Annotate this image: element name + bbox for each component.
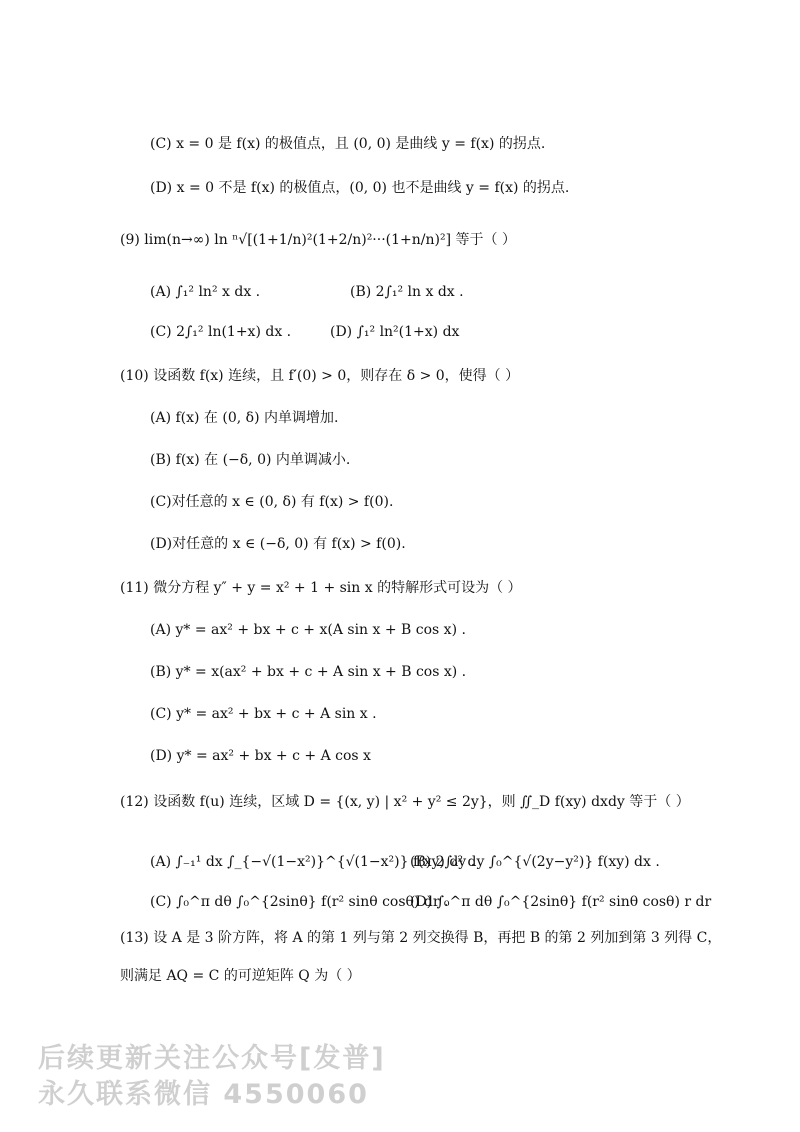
watermark-line2: 永久联系微信 4550060 — [38, 1079, 369, 1110]
q10-option-c: (C)对任意的 x ∈ (0, δ) 有 f(x) > f(0). — [150, 494, 394, 510]
q11-option-b: (B) y* = x(ax² + bx + c + A sin x + B cos x) . — [150, 664, 467, 680]
q12-option-b: (B) 2∫₀² dy ∫₀^{√(2y−y²)} f(xy) dx . — [410, 854, 660, 870]
q13-stem-line1: (13) 设 A 是 3 阶方阵，将 A 的第 1 列与第 2 列交换得 B，再把 B 的第 2 列加到第 3 列得 C， — [120, 930, 722, 946]
q11-option-c: (C) y* = ax² + bx + c + A sin x . — [150, 706, 377, 722]
q11-option-a: (A) y* = ax² + bx + c + x(A sin x + B cos x) . — [150, 622, 466, 638]
q9-option-b: (B) 2∫₁² ln x dx . — [350, 284, 464, 300]
q8-option-d: (D) x = 0 不是 f(x) 的极值点，(0, 0) 也不是曲线 y = f(x) 的拐点. — [150, 180, 570, 196]
q9-option-c: (C) 2∫₁² ln(1+x) dx . — [150, 324, 292, 340]
q13-stem-line2: 则满足 AQ = C 的可逆矩阵 Q 为（ ） — [120, 968, 361, 984]
q11-option-d: (D) y* = ax² + bx + c + A cos x — [150, 748, 371, 764]
q10-option-b: (B) f(x) 在 (−δ, 0) 内单调减小. — [150, 452, 351, 468]
q12-option-d: (D) ∫₀^π dθ ∫₀^{2sinθ} f(r² sinθ cosθ) r dr — [410, 894, 712, 910]
watermark-line1: 后续更新关注公众号[发普] — [38, 1043, 386, 1074]
q12-stem: (12) 设函数 f(u) 连续，区域 D = {(x, y) | x² + y² ≤ 2y}，则 ∬_D f(xy) dxdy 等于（ ） — [120, 794, 690, 810]
q12-option-c: (C) ∫₀^π dθ ∫₀^{2sinθ} f(r² sinθ cosθ) dr . — [150, 894, 449, 910]
q12-option-a: (A) ∫₋₁¹ dx ∫_{−√(1−x²)}^{√(1−x²)} f(xy) dy . — [150, 854, 476, 870]
q9-option-d: (D) ∫₁² ln²(1+x) dx — [330, 324, 460, 340]
q10-option-a: (A) f(x) 在 (0, δ) 内单调增加. — [150, 410, 339, 426]
q8-option-c: (C) x = 0 是 f(x) 的极值点，且 (0, 0) 是曲线 y = f(x) 的拐点. — [150, 136, 546, 152]
q10-option-d: (D)对任意的 x ∈ (−δ, 0) 有 f(x) > f(0). — [150, 536, 406, 552]
q9-option-a: (A) ∫₁² ln² x dx . — [150, 284, 261, 300]
q9-stem: (9) lim(n→∞) ln ⁿ√[(1+1/n)²(1+2/n)²···(1+n/n)²] 等于（ ） — [120, 232, 516, 248]
q11-stem: (11) 微分方程 y″ + y = x² + 1 + sin x 的特解形式可设为（ ） — [120, 580, 522, 596]
q10-stem: (10) 设函数 f(x) 连续，且 f′(0) > 0，则存在 δ > 0，使得（ ） — [120, 368, 520, 384]
